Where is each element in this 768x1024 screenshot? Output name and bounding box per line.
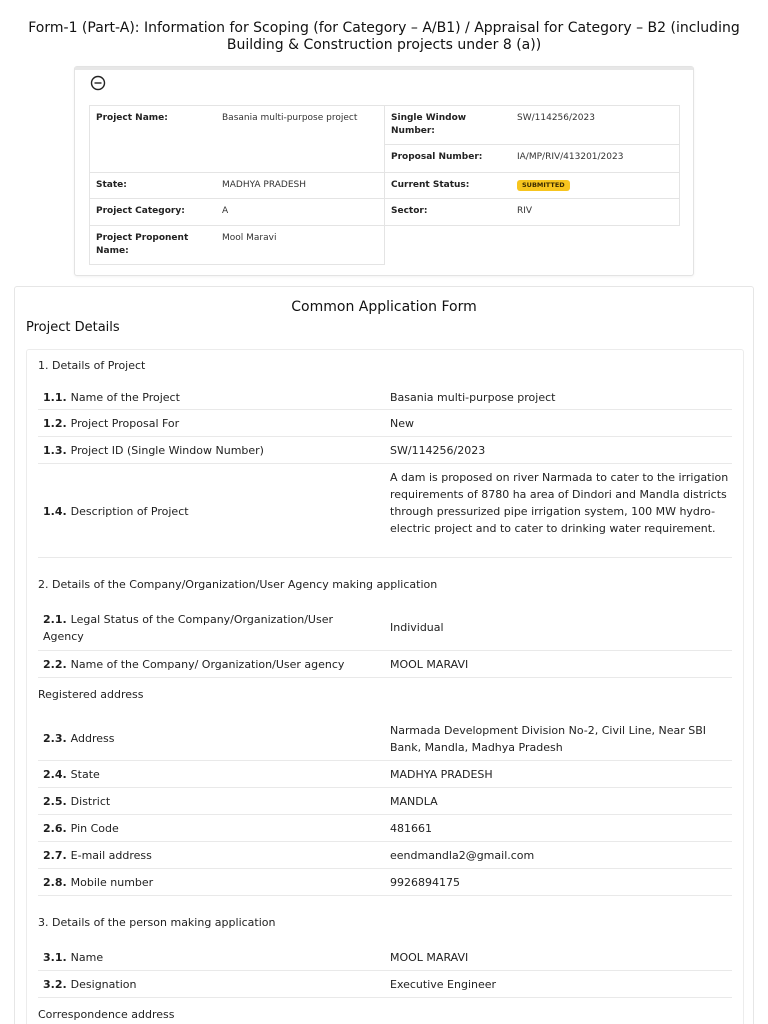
row-value: MOOL MARAVI bbox=[390, 658, 469, 671]
registered-address-label: Registered address bbox=[38, 688, 144, 701]
table-row: 2.2. Name of the Company/ Organization/User agency MOOL MARAVI bbox=[38, 651, 732, 678]
summary-current-status bbox=[384, 172, 680, 199]
row-label: Address bbox=[70, 732, 115, 745]
sector-label: Sector: bbox=[391, 206, 428, 216]
row-label: Pin Code bbox=[70, 822, 119, 835]
summary-proposal-number bbox=[384, 144, 680, 173]
collapse-icon[interactable] bbox=[90, 75, 106, 91]
row-label: Name of the Project bbox=[70, 391, 180, 404]
state-label: State: bbox=[96, 180, 127, 190]
table-row: 1.1. Name of the Project Basania multi-purpose project bbox=[38, 386, 732, 410]
summary-project-category bbox=[89, 198, 385, 226]
project-details-box bbox=[26, 349, 744, 1024]
table-row: 1.4. Description of Project A dam is proposed on river Narmada to cater to the irrigation requirements of 8780 ha area of Dindori and Mandla districts through pressurized pipe irrigation system, 100 MW hydro-electric project and to cater to drinking water requirement. bbox=[38, 464, 732, 558]
row-label: Project ID (Single Window Number) bbox=[70, 444, 264, 457]
row-value: 481661 bbox=[390, 822, 432, 835]
row-value: Executive Engineer bbox=[390, 978, 497, 991]
row-value: MADHYA PRADESH bbox=[390, 768, 493, 781]
row-label: Designation bbox=[70, 978, 137, 991]
row-label: E-mail address bbox=[70, 849, 152, 862]
row-label: District bbox=[70, 795, 111, 808]
table-row: 1.2. Project Proposal For New bbox=[38, 410, 732, 437]
proposal-number-label: Proposal Number: bbox=[391, 152, 483, 162]
proposal-number-value: IA/MP/RIV/413201/2023 bbox=[517, 152, 624, 162]
current-status-label: Current Status: bbox=[391, 180, 470, 190]
sector-value: RIV bbox=[517, 206, 533, 216]
status-badge: SUBMITTED bbox=[517, 180, 570, 191]
summary-sector bbox=[384, 198, 680, 226]
project-category-label: Project Category: bbox=[96, 206, 185, 216]
summary-state bbox=[89, 172, 385, 199]
proposal-summary-card bbox=[74, 66, 694, 276]
table-row: 2.1. Legal Status of the Company/Organization/User Agency Individual bbox=[38, 606, 732, 651]
row-value: Narmada Development Division No-2, Civil Line, Near SBI Bank, Mandla, Madhya Pradesh bbox=[390, 724, 707, 754]
table-row: 3.1. Name MOOL MARAVI bbox=[38, 944, 732, 971]
group-title-details-of-project: 1. Details of Project bbox=[38, 359, 146, 372]
row-value: MANDLA bbox=[390, 795, 438, 808]
single-window-label: Single Window Number: bbox=[391, 113, 467, 136]
table-row: 1.3. Project ID (Single Window Number) SW/114256/2023 bbox=[38, 437, 732, 464]
row-label: Name of the Company/ Organization/User agency bbox=[70, 658, 345, 671]
summary-project-name bbox=[89, 105, 385, 173]
row-value: eendmandla2@gmail.com bbox=[390, 849, 535, 862]
row-label: Description of Project bbox=[70, 505, 189, 518]
card-top-border bbox=[75, 67, 693, 70]
table-row: 2.4. State MADHYA PRADESH bbox=[38, 761, 732, 788]
proponent-value: Mool Maravi bbox=[222, 233, 277, 243]
page-title: Form-1 (Part-A): Information for Scoping (for Category – A/B1) / Appraisal for Category – B2 (including Building & Construction projects under 8 (a)) bbox=[28, 20, 740, 53]
row-label: State bbox=[70, 768, 100, 781]
row-value: SW/114256/2023 bbox=[390, 444, 486, 457]
single-window-value: SW/114256/2023 bbox=[517, 113, 595, 123]
project-name-label: Project Name: bbox=[96, 113, 168, 123]
state-value: MADHYA PRADESH bbox=[222, 180, 307, 190]
row-label: Project Proposal For bbox=[70, 417, 180, 430]
row-label: Name bbox=[70, 951, 104, 964]
proponent-label: Project Proponent Name: bbox=[96, 233, 189, 256]
row-value: Basania multi-purpose project bbox=[390, 391, 556, 404]
project-category-value: A bbox=[222, 206, 229, 216]
summary-single-window bbox=[384, 105, 680, 145]
table-row: 2.7. E-mail address eendmandla2@gmail.com bbox=[38, 842, 732, 869]
project-name-value: Basania multi-purpose project bbox=[222, 113, 358, 123]
row-value: Individual bbox=[390, 621, 444, 634]
row-label: Legal Status of the Company/Organization/User Agency bbox=[43, 613, 333, 643]
section-heading: Project Details bbox=[26, 320, 120, 335]
row-label: Mobile number bbox=[70, 876, 154, 889]
group-title-applicant-details: 3. Details of the person making application bbox=[38, 916, 276, 929]
row-value: MOOL MARAVI bbox=[390, 951, 469, 964]
table-row: 2.3. Address Narmada Development Division No-2, Civil Line, Near SBI Bank, Mandla, Madhya Pradesh bbox=[38, 717, 732, 761]
row-value: New bbox=[390, 417, 414, 430]
table-row: 3.2. Designation Executive Engineer bbox=[38, 971, 732, 998]
table-row: 2.8. Mobile number 9926894175 bbox=[38, 869, 732, 896]
row-value: A dam is proposed on river Narmada to cater to the irrigation requirements of 8780 ha area of Dindori and Mandla districts through pressurized pipe irrigation system, 100 MW hydro-electric project and to cater to drinking water requirement. bbox=[390, 471, 729, 535]
summary-proponent bbox=[89, 225, 385, 265]
table-row: 2.6. Pin Code 481661 bbox=[38, 815, 732, 842]
row-value: 9926894175 bbox=[390, 876, 460, 889]
group-title-company-details: 2. Details of the Company/Organization/User Agency making application bbox=[38, 578, 438, 591]
common-application-form bbox=[14, 286, 754, 1024]
correspondence-address-label: Correspondence address bbox=[38, 1008, 175, 1021]
caf-title: Common Application Form bbox=[291, 299, 477, 315]
table-row: 2.5. District MANDLA bbox=[38, 788, 732, 815]
